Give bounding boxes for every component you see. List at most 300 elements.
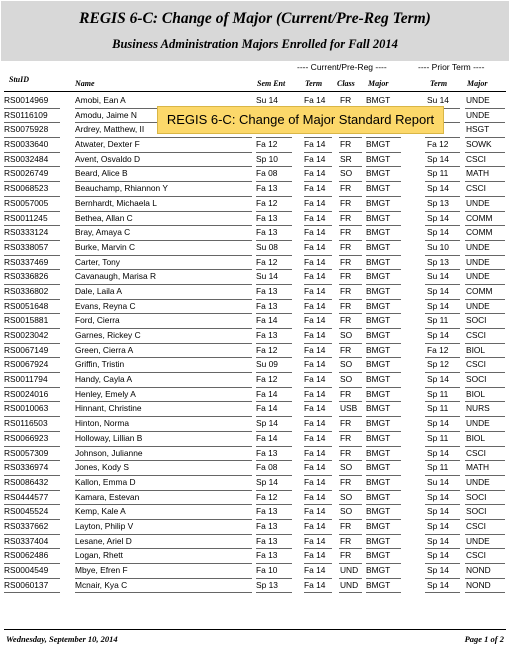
cell-stuid: RS0333124 bbox=[4, 227, 49, 238]
cell-major: BMGT bbox=[366, 168, 391, 179]
table-row bbox=[0, 447, 512, 462]
cell-stuid: RS0014969 bbox=[4, 95, 49, 105]
cell-term: Fa 14 bbox=[304, 197, 326, 208]
cell-sem-ent: Fa 13 bbox=[256, 183, 278, 194]
cell-stuid: RS0032484 bbox=[4, 153, 49, 164]
cell-name: Hinnant, Christine bbox=[75, 403, 142, 414]
cell-sem-ent: Fa 12 bbox=[256, 344, 278, 355]
cell-underline bbox=[425, 592, 460, 593]
cell-prior-major: BIOL bbox=[466, 388, 486, 399]
table-row bbox=[0, 579, 512, 594]
cell-sem-ent: Fa 14 bbox=[256, 432, 278, 443]
cell-major: BMGT bbox=[366, 197, 391, 208]
cell-sem-ent: Fa 12 bbox=[256, 374, 278, 385]
cell-sem-ent: Sp 13 bbox=[256, 579, 278, 590]
table-row bbox=[0, 520, 512, 535]
cell-prior-term: Sp 11 bbox=[427, 403, 449, 414]
student-table bbox=[0, 94, 512, 593]
cell-prior-term: Sp 13 bbox=[427, 197, 449, 208]
table-row bbox=[0, 402, 512, 417]
cell-stuid: RS0057309 bbox=[4, 447, 49, 458]
cell-prior-term: Su 10 bbox=[427, 241, 449, 252]
table-row bbox=[0, 491, 512, 506]
cell-prior-term: Sp 13 bbox=[427, 256, 449, 267]
cell-prior-major: UNDE bbox=[466, 476, 490, 487]
cell-prior-term: Sp 14 bbox=[427, 285, 449, 296]
report-title: REGIS 6-C: Change of Major (Current/Pre-Reg Term) bbox=[79, 10, 431, 27]
col-header-stuid: StuID bbox=[9, 75, 30, 84]
cell-class: SO bbox=[340, 359, 353, 370]
cell-major: BMGT bbox=[366, 579, 391, 590]
cell-sem-ent: Fa 13 bbox=[256, 212, 278, 223]
cell-class: FR bbox=[340, 550, 352, 561]
cell-name: Kamara, Estevan bbox=[75, 491, 140, 502]
report-banner: REGIS 6-C: Change of Major Standard Report bbox=[157, 106, 444, 134]
cell-stuid: RS0057005 bbox=[4, 197, 49, 208]
cell-underline bbox=[75, 592, 252, 593]
cell-major: BMGT bbox=[366, 476, 391, 487]
cell-major: BMGT bbox=[366, 520, 391, 531]
report-header bbox=[1, 1, 509, 61]
cell-prior-term: Sp 14 bbox=[427, 550, 449, 561]
cell-term: Fa 14 bbox=[304, 374, 326, 385]
col-header-name: Name bbox=[75, 79, 95, 88]
cell-prior-major: UNDE bbox=[466, 95, 490, 105]
cell-class: FR bbox=[340, 520, 352, 531]
cell-term: Fa 14 bbox=[304, 462, 326, 473]
cell-class: FR bbox=[340, 95, 352, 105]
cell-sem-ent: Fa 08 bbox=[256, 168, 278, 179]
cell-class: UND bbox=[340, 579, 359, 590]
cell-term: Fa 14 bbox=[304, 271, 326, 282]
cell-term: Fa 14 bbox=[304, 285, 326, 296]
cell-stuid: RS0011794 bbox=[4, 374, 48, 385]
cell-prior-major: UNDE bbox=[466, 300, 490, 311]
cell-stuid: RS0336974 bbox=[4, 462, 49, 473]
cell-prior-major: CSCI bbox=[466, 447, 487, 458]
cell-sem-ent: Fa 13 bbox=[256, 300, 278, 311]
cell-prior-term: Sp 14 bbox=[427, 579, 449, 590]
cell-stuid: RS0033640 bbox=[4, 139, 49, 150]
cell-prior-term: Sp 11 bbox=[427, 168, 449, 179]
cell-sem-ent: Fa 13 bbox=[256, 506, 278, 517]
cell-class: SO bbox=[340, 168, 353, 179]
cell-class: FR bbox=[340, 300, 352, 311]
cell-prior-major: SOCI bbox=[466, 491, 487, 502]
table-row bbox=[0, 300, 512, 315]
cell-name: Bray, Amaya C bbox=[75, 227, 131, 238]
cell-stuid: RS0067149 bbox=[4, 344, 49, 355]
cell-term: Fa 14 bbox=[304, 212, 326, 223]
cell-prior-major: CSCI bbox=[466, 550, 487, 561]
cell-stuid: RS0004549 bbox=[4, 565, 49, 575]
cell-major: BMGT bbox=[366, 344, 391, 355]
cell-name: Mbye, Efren F bbox=[75, 565, 128, 575]
cell-stuid: RS0015881 bbox=[4, 315, 49, 326]
cell-name: Bethea, Allan C bbox=[75, 212, 133, 223]
cell-major: BMGT bbox=[366, 374, 391, 385]
cell-prior-term: Sp 14 bbox=[427, 520, 449, 531]
cell-name: Jones, Kody S bbox=[75, 462, 130, 473]
cell-name: Handy, Cayla A bbox=[75, 374, 133, 385]
cell-prior-major: MATH bbox=[466, 168, 490, 179]
col-header-term: Term bbox=[305, 79, 323, 88]
cell-major: BMGT bbox=[366, 183, 391, 194]
cell-name: Layton, Philip V bbox=[75, 520, 134, 531]
cell-name: Logan, Rhett bbox=[75, 550, 123, 561]
cell-prior-term: Sp 11 bbox=[427, 432, 449, 443]
cell-sem-ent: Fa 12 bbox=[256, 139, 278, 150]
col-header-major: Major bbox=[368, 79, 389, 88]
cell-prior-major: UNDE bbox=[466, 256, 490, 267]
col-header-prior-major: Major bbox=[467, 79, 488, 88]
table-row bbox=[0, 564, 512, 579]
cell-stuid: RS0026749 bbox=[4, 168, 49, 179]
cell-class: FR bbox=[340, 535, 352, 546]
cell-sem-ent: Fa 14 bbox=[256, 315, 278, 326]
cell-prior-term: Sp 14 bbox=[427, 330, 449, 340]
footer-rule bbox=[4, 629, 506, 630]
cell-stuid: RS0116109 bbox=[4, 109, 48, 120]
cell-class: FR bbox=[340, 344, 352, 355]
cell-prior-major: COMM bbox=[466, 227, 493, 238]
cell-prior-major: BIOL bbox=[466, 432, 486, 443]
header-rule bbox=[4, 91, 506, 92]
cell-term: Fa 14 bbox=[304, 139, 326, 150]
cell-sem-ent: Sp 14 bbox=[256, 418, 278, 429]
table-row bbox=[0, 182, 512, 197]
cell-underline bbox=[366, 592, 401, 593]
cell-stuid: RS0011245 bbox=[4, 212, 48, 223]
cell-name: Kallon, Emma D bbox=[75, 476, 136, 487]
cell-name: Hinton, Norma bbox=[75, 418, 129, 429]
cell-prior-term: Sp 14 bbox=[427, 535, 449, 546]
table-row bbox=[0, 417, 512, 432]
cell-major: BMGT bbox=[366, 315, 391, 326]
table-row bbox=[0, 197, 512, 212]
table-row bbox=[0, 226, 512, 241]
cell-stuid: RS0336826 bbox=[4, 271, 49, 282]
cell-name: Johnson, Julianne bbox=[75, 447, 143, 458]
table-row bbox=[0, 285, 512, 300]
table-row bbox=[0, 256, 512, 271]
cell-name: Amodu, Jaime N bbox=[75, 109, 137, 120]
prior-group-header: ---- Prior Term ---- bbox=[418, 62, 485, 72]
col-header-sem-ent: Sem Ent bbox=[257, 79, 286, 88]
cell-sem-ent: Fa 13 bbox=[256, 447, 278, 458]
cell-major: BMGT bbox=[366, 462, 391, 473]
cell-prior-major: CSCI bbox=[466, 183, 487, 194]
cell-name: Kemp, Kale A bbox=[75, 506, 126, 517]
table-row bbox=[0, 535, 512, 550]
cell-stuid: RS0067924 bbox=[4, 359, 49, 370]
cell-name: Burke, Marvin C bbox=[75, 241, 136, 252]
cell-prior-major: MATH bbox=[466, 462, 490, 473]
cell-underline bbox=[256, 592, 292, 593]
cell-sem-ent: Fa 13 bbox=[256, 535, 278, 546]
cell-name: Dale, Laila A bbox=[75, 285, 123, 296]
cell-major: BMGT bbox=[366, 535, 391, 546]
cell-major: BMGT bbox=[366, 285, 391, 296]
cell-term: Fa 14 bbox=[304, 256, 326, 267]
cell-prior-major: COMM bbox=[466, 285, 493, 296]
cell-prior-term: Su 14 bbox=[427, 95, 449, 105]
cell-term: Fa 14 bbox=[304, 550, 326, 561]
cell-stuid: RS0337469 bbox=[4, 256, 49, 267]
cell-class: FR bbox=[340, 212, 352, 223]
cell-name: Carter, Tony bbox=[75, 256, 120, 267]
cell-class: SR bbox=[340, 153, 352, 164]
cell-sem-ent: Fa 13 bbox=[256, 550, 278, 561]
cell-major: BMGT bbox=[366, 241, 391, 252]
cell-name: Henley, Emely A bbox=[75, 388, 136, 399]
cell-term: Fa 14 bbox=[304, 168, 326, 179]
cell-prior-term: Fa 12 bbox=[427, 139, 449, 150]
cell-stuid: RS0336802 bbox=[4, 285, 49, 296]
cell-major: BMGT bbox=[366, 256, 391, 267]
cell-term: Fa 14 bbox=[304, 388, 326, 399]
cell-term: Fa 14 bbox=[304, 403, 326, 414]
cell-name: Beard, Alice B bbox=[75, 168, 128, 179]
cell-prior-term: Sp 14 bbox=[427, 183, 449, 194]
cell-sem-ent: Fa 14 bbox=[256, 403, 278, 414]
cell-term: Fa 14 bbox=[304, 476, 326, 487]
cell-major: BMGT bbox=[366, 565, 391, 575]
cell-sem-ent: Su 14 bbox=[256, 95, 278, 105]
table-row bbox=[0, 388, 512, 403]
cell-major: BMGT bbox=[366, 506, 391, 517]
cell-prior-major: CSCI bbox=[466, 359, 487, 370]
table-row bbox=[0, 549, 512, 564]
cell-sem-ent: Fa 12 bbox=[256, 197, 278, 208]
cell-term: Fa 14 bbox=[304, 565, 326, 575]
cell-term: Fa 14 bbox=[304, 227, 326, 238]
cell-major: BMGT bbox=[366, 359, 391, 370]
cell-major: BMGT bbox=[366, 212, 391, 223]
cell-term: Fa 14 bbox=[304, 359, 326, 370]
cell-stuid: RS0051648 bbox=[4, 300, 49, 311]
cell-class: UND bbox=[340, 565, 359, 575]
cell-prior-major: NOND bbox=[466, 579, 491, 590]
cell-class: SO bbox=[340, 491, 353, 502]
cell-major: BMGT bbox=[366, 447, 391, 458]
cell-name: Ardrey, Matthew, II bbox=[75, 124, 145, 135]
cell-prior-major: SOCI bbox=[466, 374, 487, 385]
cell-sem-ent: Fa 13 bbox=[256, 227, 278, 238]
cell-name: Griffin, Tristin bbox=[75, 359, 125, 370]
cell-underline bbox=[339, 592, 362, 593]
cell-name: Mcnair, Kya C bbox=[75, 579, 128, 590]
cell-major: BMGT bbox=[366, 271, 391, 282]
cell-major: BMGT bbox=[366, 300, 391, 311]
footer-page: Page 1 of 2 bbox=[464, 634, 504, 644]
cell-name: Green, Cierra A bbox=[75, 344, 134, 355]
cell-name: Evans, Reyna C bbox=[75, 300, 136, 311]
table-row bbox=[0, 314, 512, 329]
cell-name: Beauchamp, Rhiannon Y bbox=[75, 183, 168, 194]
cell-prior-major: UNDE bbox=[466, 535, 490, 546]
cell-class: FR bbox=[340, 418, 352, 429]
cell-prior-major: UNDE bbox=[466, 271, 490, 282]
cell-name: Ford, Cierra bbox=[75, 315, 120, 326]
cell-prior-term: Sp 14 bbox=[427, 565, 449, 575]
cell-stuid: RS0024016 bbox=[4, 388, 49, 399]
cell-class: FR bbox=[340, 197, 352, 208]
table-row bbox=[0, 329, 512, 344]
cell-major: BMGT bbox=[366, 550, 391, 561]
cell-stuid: RS0116503 bbox=[4, 418, 48, 429]
cell-sem-ent: Fa 13 bbox=[256, 330, 278, 340]
cell-major: BMGT bbox=[366, 227, 391, 238]
cell-major: BMGT bbox=[366, 95, 391, 105]
cell-class: SO bbox=[340, 330, 353, 340]
cell-term: Fa 14 bbox=[304, 520, 326, 531]
cell-class: SO bbox=[340, 506, 353, 517]
cell-term: Fa 14 bbox=[304, 95, 326, 105]
cell-term: Fa 14 bbox=[304, 300, 326, 311]
table-row bbox=[0, 167, 512, 182]
table-row bbox=[0, 153, 512, 168]
cell-class: USB bbox=[340, 403, 358, 414]
cell-prior-major: BIOL bbox=[466, 344, 486, 355]
table-row bbox=[0, 461, 512, 476]
cell-sem-ent: Fa 12 bbox=[256, 256, 278, 267]
table-row bbox=[0, 432, 512, 447]
cell-prior-major: CSCI bbox=[466, 153, 487, 164]
cell-major: BMGT bbox=[366, 330, 391, 340]
table-row bbox=[0, 476, 512, 491]
cell-sem-ent: Fa 10 bbox=[256, 565, 278, 575]
cell-class: FR bbox=[340, 447, 352, 458]
cell-term: Fa 14 bbox=[304, 491, 326, 502]
cell-sem-ent: Su 09 bbox=[256, 359, 278, 370]
col-header-class: Class bbox=[337, 79, 355, 88]
cell-term: Fa 14 bbox=[304, 241, 326, 252]
cell-name: Atwater, Dexter F bbox=[75, 139, 140, 150]
cell-prior-major: HSGT bbox=[466, 124, 490, 135]
cell-stuid: RS0337404 bbox=[4, 535, 49, 546]
cell-stuid: RS0337662 bbox=[4, 520, 49, 531]
cell-sem-ent: Fa 08 bbox=[256, 462, 278, 473]
cell-term: Fa 14 bbox=[304, 315, 326, 326]
cell-stuid: RS0060137 bbox=[4, 579, 49, 590]
table-row bbox=[0, 373, 512, 388]
cell-class: SO bbox=[340, 374, 353, 385]
cell-prior-term: Su 14 bbox=[427, 476, 449, 487]
cell-prior-major: CSCI bbox=[466, 520, 487, 531]
table-row bbox=[0, 344, 512, 359]
cell-prior-major: SOWK bbox=[466, 139, 492, 150]
cell-sem-ent: Fa 13 bbox=[256, 285, 278, 296]
cell-term: Fa 14 bbox=[304, 432, 326, 443]
cell-term: Fa 14 bbox=[304, 447, 326, 458]
cell-major: BMGT bbox=[366, 432, 391, 443]
cell-name: Lesane, Ariel D bbox=[75, 535, 132, 546]
table-row bbox=[0, 270, 512, 285]
cell-stuid: RS0045524 bbox=[4, 506, 49, 517]
cell-class: FR bbox=[340, 183, 352, 194]
cell-sem-ent: Su 14 bbox=[256, 271, 278, 282]
cell-term: Fa 14 bbox=[304, 418, 326, 429]
cell-prior-major: CSCI bbox=[466, 330, 487, 340]
table-row bbox=[0, 241, 512, 256]
cell-prior-term: Sp 14 bbox=[427, 212, 449, 223]
cell-term: Fa 14 bbox=[304, 579, 326, 590]
cell-stuid: RS0068523 bbox=[4, 183, 49, 194]
cell-prior-major: UNDE bbox=[466, 241, 490, 252]
cell-prior-term: Fa 12 bbox=[427, 344, 449, 355]
report-subtitle: Business Administration Majors Enrolled for Fall 2014 bbox=[112, 37, 398, 51]
current-group-header: ---- Current/Pre-Reg ---- bbox=[297, 62, 387, 72]
cell-class: FR bbox=[340, 285, 352, 296]
cell-sem-ent: Fa 13 bbox=[256, 520, 278, 531]
cell-major: BMGT bbox=[366, 388, 391, 399]
cell-prior-term: Sp 14 bbox=[427, 153, 449, 164]
cell-term: Fa 14 bbox=[304, 330, 326, 340]
cell-name: Holloway, Lillian B bbox=[75, 432, 143, 443]
cell-stuid: RS0338057 bbox=[4, 241, 49, 252]
cell-class: FR bbox=[340, 139, 352, 150]
cell-underline bbox=[304, 592, 332, 593]
cell-prior-term: Sp 14 bbox=[427, 491, 449, 502]
cell-name: Garnes, Rickey C bbox=[75, 330, 141, 340]
cell-prior-major: SOCI bbox=[466, 315, 487, 326]
cell-underline bbox=[4, 592, 60, 593]
cell-prior-term: Sp 11 bbox=[427, 388, 449, 399]
cell-class: FR bbox=[340, 271, 352, 282]
cell-name: Bernhardt, Michaela L bbox=[75, 197, 157, 208]
cell-prior-major: UNDE bbox=[466, 197, 490, 208]
cell-major: BMGT bbox=[366, 139, 391, 150]
cell-prior-term: Sp 11 bbox=[427, 315, 449, 326]
cell-name: Cavanaugh, Marisa R bbox=[75, 271, 156, 282]
cell-stuid: RS0062486 bbox=[4, 550, 49, 561]
cell-term: Fa 14 bbox=[304, 506, 326, 517]
cell-prior-term: Sp 14 bbox=[427, 374, 449, 385]
col-header-prior-term: Term bbox=[430, 79, 448, 88]
table-row bbox=[0, 138, 512, 153]
cell-stuid: RS0066923 bbox=[4, 432, 49, 443]
table-row bbox=[0, 358, 512, 373]
cell-class: FR bbox=[340, 476, 352, 487]
cell-sem-ent: Su 08 bbox=[256, 241, 278, 252]
cell-class: FR bbox=[340, 256, 352, 267]
cell-major: BMGT bbox=[366, 491, 391, 502]
cell-prior-major: NOND bbox=[466, 565, 491, 575]
cell-name: Amobi, Ean A bbox=[75, 95, 126, 105]
cell-prior-term: Sp 14 bbox=[427, 447, 449, 458]
cell-sem-ent: Fa 14 bbox=[256, 388, 278, 399]
cell-class: FR bbox=[340, 227, 352, 238]
cell-prior-major: COMM bbox=[466, 212, 493, 223]
cell-name: Avent, Osvaldo D bbox=[75, 153, 141, 164]
cell-term: Fa 14 bbox=[304, 344, 326, 355]
cell-prior-major: NURS bbox=[466, 403, 490, 414]
cell-prior-term: Sp 12 bbox=[427, 359, 449, 370]
cell-prior-term: Sp 14 bbox=[427, 300, 449, 311]
cell-stuid: RS0086432 bbox=[4, 476, 49, 487]
cell-prior-term: Sp 14 bbox=[427, 227, 449, 238]
cell-prior-major: UNDE bbox=[466, 109, 490, 120]
cell-stuid: RS0023042 bbox=[4, 330, 49, 340]
cell-prior-major: UNDE bbox=[466, 418, 490, 429]
cell-prior-term: Su 14 bbox=[427, 271, 449, 282]
cell-sem-ent: Sp 10 bbox=[256, 153, 278, 164]
cell-stuid: RS0444577 bbox=[4, 491, 49, 502]
cell-prior-term: Sp 11 bbox=[427, 462, 449, 473]
cell-sem-ent: Sp 14 bbox=[256, 476, 278, 487]
cell-stuid: RS0075928 bbox=[4, 124, 49, 135]
